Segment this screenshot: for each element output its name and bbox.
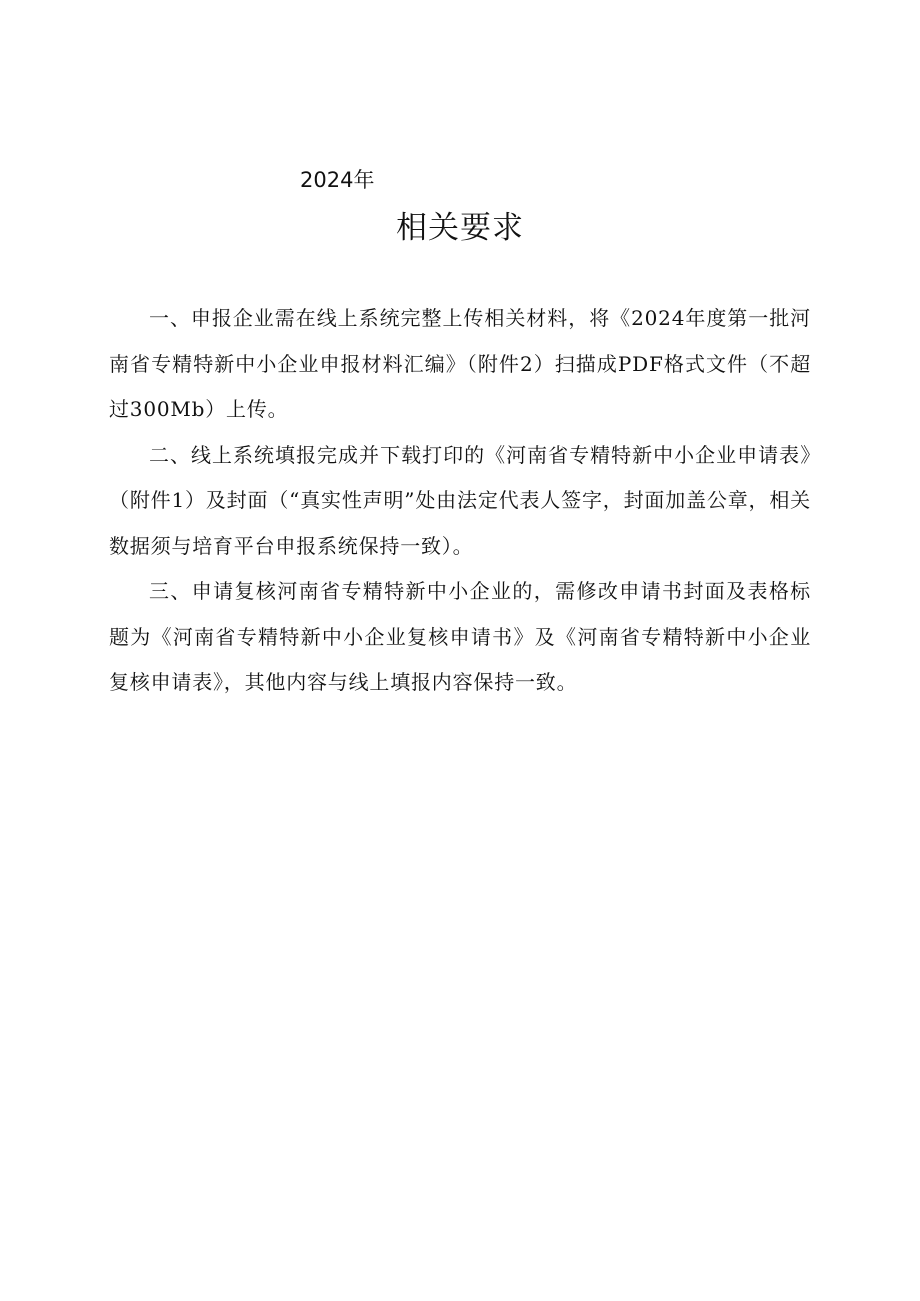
requirement-paragraph-1: 一、申报企业需在线上系统完整上传相关材料，将《2024年度第一批河南省专精特新中小企业申报材料汇编》（附件2）扫描成PDF格式文件（不超过300Mb）上传。 (109, 306, 811, 421)
requirement-paragraph-3: 三、申请复核河南省专精特新中小企业的，需修改申请书封面及表格标题为《河南省专精特新中小企业复核申请书》及《河南省专精特新中小企业复核申请表》，其他内容与线上填报内容保持一致。 (109, 579, 811, 694)
year-heading: 2024年 (300, 168, 375, 192)
document-body (109, 296, 811, 706)
requirement-paragraph-2: 二、线上系统填报完成并下载打印的《河南省专精特新中小企业申请表》（附件1）及封面（“真实性声明”处由法定代表人签字，封面加盖公章，相关数据须与培育平台申报系统保持一致）。 (109, 442, 811, 558)
page-title: 相关要求 (396, 210, 524, 246)
